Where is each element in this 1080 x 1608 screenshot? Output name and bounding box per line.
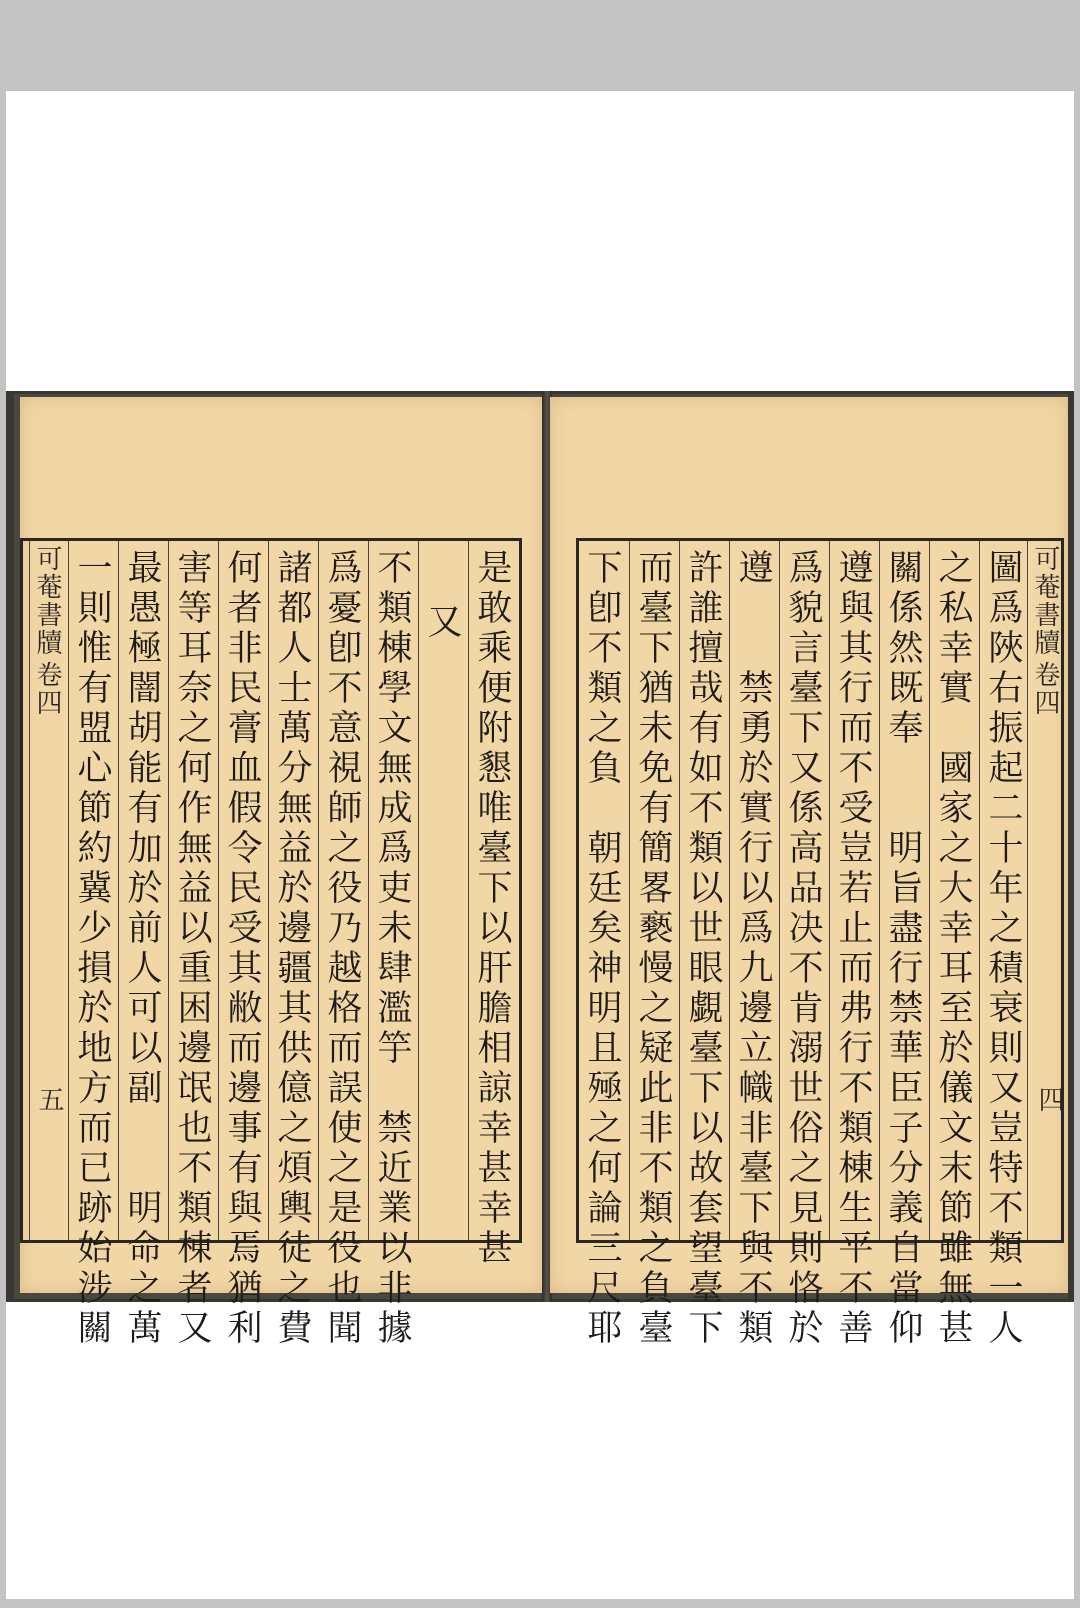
column-text: 之私幸實 國家之大幸耳至於儀文末節雖無甚 [933,549,973,1349]
column-text: 下卽不類之負 朝廷矣神明且殛之何論三尺耶 [582,549,622,1349]
column-text: 關係然既奉 明旨盡行禁華臣子分義自當仰 [883,549,923,1349]
text-column [468,541,514,1269]
text-column [268,541,314,1349]
column-text: 一則惟有盟心節約冀少損於地方而已跡始涉關 [72,549,112,1349]
left-page-frame [20,538,522,1349]
column-text: 圖爲陜右振起二十年之積衰則又豈特不類一人 [983,549,1023,1349]
book-scan [6,391,1074,1349]
right-page [550,397,1068,1349]
column-text: 何者非民膏血假令民受其敝而邊事有與焉猶利 [222,549,262,1349]
column-text: 不類棟學文無成爲吏未肆濫竽 禁近業以非據 [372,549,412,1349]
margin-column [1027,541,1059,1240]
text-column [879,541,925,1349]
text-column [979,541,1025,1349]
heading-column [418,541,464,1240]
column-text: 諸都人士萬分無益於邊疆其供億之煩輿徒之費 [272,549,312,1349]
column-text: 爲貌言臺下又係高品决不肯溺世俗之見則恪於 [783,549,823,1349]
text-column [118,541,164,1349]
text-column [829,541,875,1349]
column-text: 遵與其行而不受豈若止而弗行不類棟生平不善 [833,549,873,1349]
column-text: 許誰擅哉有如不類以世眼覷臺下以故套望臺下 [683,549,723,1349]
left-page [20,397,544,1349]
volume-label: 卷四 [1030,661,1060,717]
text-column [629,541,675,1349]
column-text: 最愚極闇胡能有加於前人可以副 明命之萬 [122,549,162,1349]
text-column [218,541,264,1349]
column-text: 而臺下猶未免有簡畧褻慢之疑此非不類之負臺 [633,549,673,1349]
text-column [318,541,364,1349]
text-column [679,541,725,1349]
right-page-frame [576,538,1064,1349]
text-column [779,541,825,1349]
margin-title: 可菴書牘 [1030,545,1060,657]
column-text: 爲憂卽不意視師之役乃越格而誤使之是役也聞 [322,549,362,1349]
margin-column [29,541,61,1240]
volume-label: 卷四 [32,661,62,717]
folio-number: 五 [34,1086,64,1112]
column-text: 害等耳奈之何作無益以重困邊氓也不類棟者又 [172,549,212,1349]
text-column [729,541,775,1349]
text-column [579,541,625,1349]
folio-number: 四 [1034,1086,1064,1112]
column-text: 是敢乘便附懇唯臺下以肝膽相諒幸甚幸甚 [472,549,512,1269]
column-text: 遵 禁勇於實行以爲九邊立幟非臺下與不類 [733,549,773,1349]
text-column [168,541,214,1349]
margin-title: 可菴書牘 [32,545,62,657]
text-column [68,541,114,1349]
text-column [929,541,975,1349]
text-column [368,541,414,1349]
section-heading: 又 [422,603,462,643]
